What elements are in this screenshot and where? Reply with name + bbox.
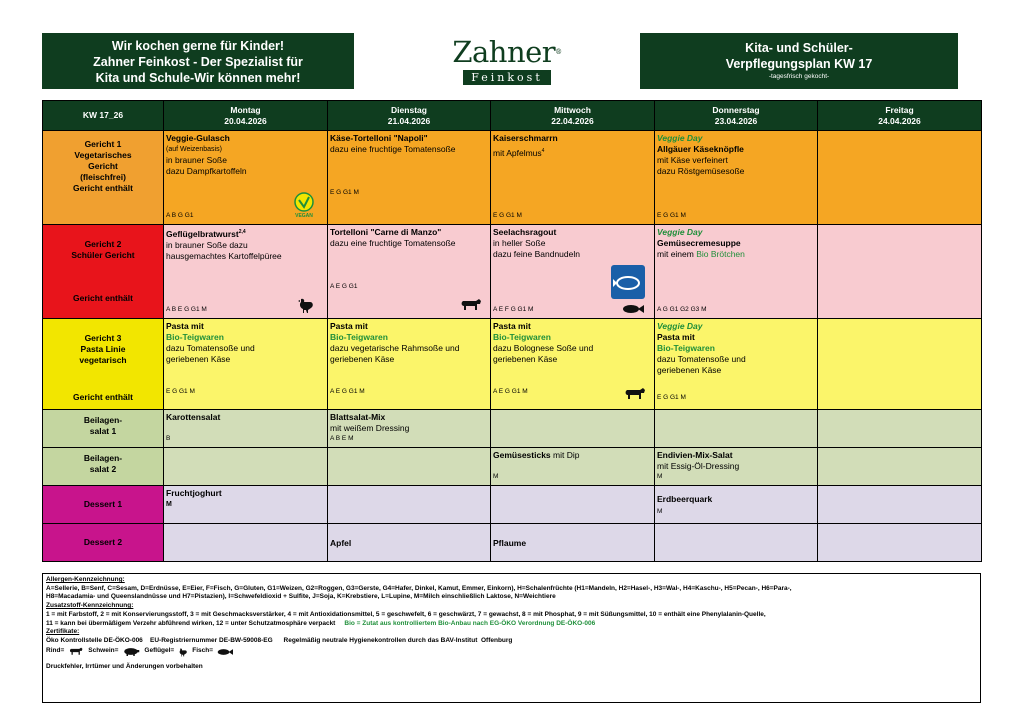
dish-g2-wed: Seelachsragout in heller Soße dazu feine Bandnudeln A E F G G1 M [491, 225, 655, 319]
side-b1-mon: Karottensalat B [164, 410, 328, 448]
row-label-gericht-3: Gericht 3 Pasta Linie vegetarisch Gericht enthält [43, 319, 164, 410]
day-header-thursday: Donnerstag 23.04.2026 [655, 101, 818, 131]
veggie-day-label: Veggie Day [657, 133, 703, 143]
dish-g2-tue: Tortelloni "Carne di Manzo" dazu eine fruchtige Tomatensoße A E G G1 [328, 225, 491, 319]
plan-subtitle: -tagesfrisch gekocht- [768, 73, 830, 80]
additive-line-2: 11 = kann bei übermäßigem Verzehr abführend wirken, 12 = unter Schutzatmosphäre verpackt Bio = Zutat aus kontrolliertem Bio-Anbau nach EG-ÖKO Verordnung DE-ÖKO-006 [46, 619, 596, 627]
row-beilagensalat-1 [43, 410, 982, 448]
row-gericht-3 [43, 319, 982, 410]
header-slogan [42, 33, 354, 89]
allergen-line-1: A=Sellerie, B=Senf, C=Sesam, D=Erdnüsse, E=Eier, F=Fisch, G=Gluten, G1=Weizen, G2=Roggen, G3=Gerste, G4=Hafer, Dinkel, Kamut, Emmer, Einkorn), H=Schalenfrüchte (H1=Mandeln, H2=Hasel-, H3=Wal-, H4=Kaschu-, H5=Pecan-, H6=Para-, [46, 584, 792, 592]
menu-table [42, 100, 982, 562]
row-label-dessert-2: Dessert 2 [43, 524, 164, 562]
dessert-d2-fri [818, 524, 982, 562]
additive-heading: Zusatzstoff-Kennzeichnung: [46, 602, 134, 610]
legend-chicken-icon [178, 647, 188, 657]
zahner-logo: Zahner® Feinkost [452, 35, 562, 84]
row-label-gericht-1: Gericht 1 Vegetarisches Gericht (fleischfrei) Gericht enthält [43, 131, 164, 225]
row-label-dessert-1: Dessert 1 [43, 486, 164, 524]
dessert-d1-tue [328, 486, 491, 524]
day-header-friday: Freitag 24.04.2026 [818, 101, 982, 131]
side-b1-tue: Blattsalat-Mix mit weißem Dressing A B E M [328, 410, 491, 448]
allergens-g1-thu: E G G1 M [657, 212, 686, 219]
allergens-g3-thu: E G G1 M [657, 394, 686, 401]
dish-g3-fri [818, 319, 982, 410]
allergens-g1-wed: E G G1 M [493, 212, 522, 219]
row-gericht-2 [43, 225, 982, 319]
row-beilagensalat-2 [43, 448, 982, 486]
side-b2-mon [164, 448, 328, 486]
dish-g3-thu: Veggie Day Pasta mit Bio-Teigwaren dazu Tomatensoße und geriebenen Käse E G G1 M [655, 319, 818, 410]
side-b2-fri [818, 448, 982, 486]
slogan-line-1: Wir kochen gerne für Kinder! [111, 39, 285, 53]
allergens-g2-mon: A B E G G1 M [166, 306, 207, 313]
dessert-d1-thu: Erdbeerquark M [655, 486, 818, 524]
row-dessert-2 [43, 524, 982, 562]
side-b1-thu [655, 410, 818, 448]
dessert-d1-fri [818, 486, 982, 524]
additive-line-1: 1 = mit Farbstoff, 2 = mit Konservierungsstoff, 3 = mit Geschmacksverstärker, 4 = mit Antioxidationsmittel, 5 = geschwefelt, 6 = geschwärzt, 7 = gewachst, 8 = mit Phosphat, 9 = mit Süßungsmittel, 10 = enthält eine Phenylalanin-Quelle, [46, 610, 766, 618]
msc-label-icon [611, 265, 645, 299]
plan-title-line-1: Kita- und Schüler- [745, 41, 853, 55]
plan-title-line-2: Verpflegungsplan KW 17 [725, 57, 873, 71]
row-label-beilagensalat-1: Beilagen- salat 1 [43, 410, 164, 448]
svg-text:VEGAN: VEGAN [295, 213, 313, 218]
symbol-legend: Rind= Schwein= Geflügel= Fisch= [46, 647, 977, 657]
allergens-g1-tue: E G G1 M [330, 189, 359, 196]
allergens-g2-tue: A E G G1 [330, 283, 358, 290]
slogan-line-3: Kita und Schule-Wir können mehr! [95, 71, 301, 85]
dessert-d2-tue: Apfel [328, 524, 491, 562]
dish-g2-mon: Geflügelbratwurst$^{2,4}$ in brauner Soße dazu hausgemachtes Kartoffelpüree A B E G G1 M [164, 225, 328, 319]
row-label-beilagensalat-2: Beilagen- salat 2 [43, 448, 164, 486]
logo-subtitle: Feinkost [463, 70, 551, 85]
dish-g1-mon: Veggie-Gulasch (auf Weizenbasis) in brauner Soße dazu Dampfkartoffeln A B G G1 VEGAN [164, 131, 328, 225]
cert-line: Öko Kontrollstelle DE-ÖKO-006 EU-Registriernummer DE-BW-59008-EG Regelmäßig neutrale Hygienekontrollen durch das BAV-Institut Offenburg [46, 636, 513, 644]
cert-heading: Zertifikate: [46, 628, 80, 636]
dish-g3-tue: Pasta mit Bio-Teigwaren dazu vegetarische Rahmsoße und geriebenen Käse A E G G1 M [328, 319, 491, 410]
side-b1-fri [818, 410, 982, 448]
day-header-tuesday: Dienstag 21.04.2026 [328, 101, 491, 131]
row-label-gericht-2: Gericht 2 Schüler Gericht Gericht enthält [43, 225, 164, 319]
allergens-b1-tue: A B E M [330, 435, 354, 442]
allergens-g3-wed: A E G G1 M [493, 388, 528, 395]
fish-icon [622, 304, 644, 314]
dish-g3-mon: Pasta mit Bio-Teigwaren dazu Tomatensoße und geriebenen Käse E G G1 M [164, 319, 328, 410]
dessert-d2-wed: Pflaume [491, 524, 655, 562]
slogan-line-2: Zahner Feinkost - Der Spezialist für [93, 55, 303, 69]
week-label: KW 17_26 [43, 101, 164, 131]
allergen-heading: Allergen-Kennzeichnung: [46, 576, 125, 583]
allergens-g2-thu: A G G1 G2 G3 M [657, 306, 707, 313]
row-gericht-1 [43, 131, 982, 225]
logo-name: Zahner [452, 35, 556, 69]
legend-box [42, 573, 981, 703]
allergens-g3-mon: E G G1 M [166, 388, 195, 395]
dish-g2-thu: Veggie Day Gemüsecremesuppe mit einem Bio Brötchen A G G1 G2 G3 M [655, 225, 818, 319]
dish-g1-fri [818, 131, 982, 225]
side-b2-wed: Gemüsesticks mit Dip M [491, 448, 655, 486]
row-dessert-1 [43, 486, 982, 524]
dish-g3-wed: Pasta mit Bio-Teigwaren dazu Bolognese Soße und geriebenen Käse A E G G1 M [491, 319, 655, 410]
bio-note: Bio = Zutat aus kontrolliertem Bio-Anbau nach EG-ÖKO Verordnung DE-ÖKO-006 [344, 619, 596, 627]
allergens-g2-wed: A E F G G1 M [493, 306, 534, 313]
allergens-d1-mon: M [166, 501, 172, 508]
allergens-g3-tue: A E G G1 M [330, 388, 365, 395]
vegan-badge-icon [293, 192, 315, 218]
cow-icon [624, 387, 646, 401]
dessert-d2-thu [655, 524, 818, 562]
allergens-b1-mon: B [166, 435, 171, 442]
allergen-line-2: H8=Macadamia- und Queenslandnüsse und H7=Pistazien), I=Schwefeldioxid + Sulfite, J=Soja, K=Krebstiere, L=Lupine, M=Milch einschließlich Laktose, N=Weichtiere [46, 593, 556, 601]
allergens-b2-thu: M [657, 473, 663, 480]
legend-fish-icon [217, 648, 233, 656]
allergens-b2-wed: M [493, 473, 499, 480]
dessert-d1-mon: Fruchtjoghurt M [164, 486, 328, 524]
table-header-row [43, 101, 982, 131]
dessert-d1-wed [491, 486, 655, 524]
day-header-wednesday: Mittwoch 22.04.2026 [491, 101, 655, 131]
cow-icon [460, 298, 482, 312]
side-b1-wed [491, 410, 655, 448]
allergens-g1-mon: A B G G1 [166, 212, 194, 219]
legend-cow-icon [68, 647, 84, 656]
legend-pig-icon [122, 647, 140, 656]
dish-g1-thu: Veggie Day Allgäuer Käseknöpfle mit Käse verfeinert dazu Röstgemüsesoße E G G1 M [655, 131, 818, 225]
header-plan-title [640, 33, 958, 89]
dish-g1-wed: Kaiserschmarrn mit Apfelmus$^4$ E G G1 M [491, 131, 655, 225]
dish-g1-tue: Käse-Tortelloni "Napoli" dazu eine fruchtige Tomatensoße E G G1 M [328, 131, 491, 225]
disclaimer: Druckfehler, Irrtümer und Änderungen vorbehalten [46, 662, 203, 670]
allergens-d1-thu: M [657, 508, 663, 515]
day-header-monday: Montag 20.04.2026 [164, 101, 328, 131]
side-b2-tue [328, 448, 491, 486]
side-b2-thu: Endivien-Mix-Salat mit Essig-Öl-Dressing M [655, 448, 818, 486]
chicken-icon [297, 296, 315, 314]
dish-g2-fri [818, 225, 982, 319]
dessert-d2-mon [164, 524, 328, 562]
